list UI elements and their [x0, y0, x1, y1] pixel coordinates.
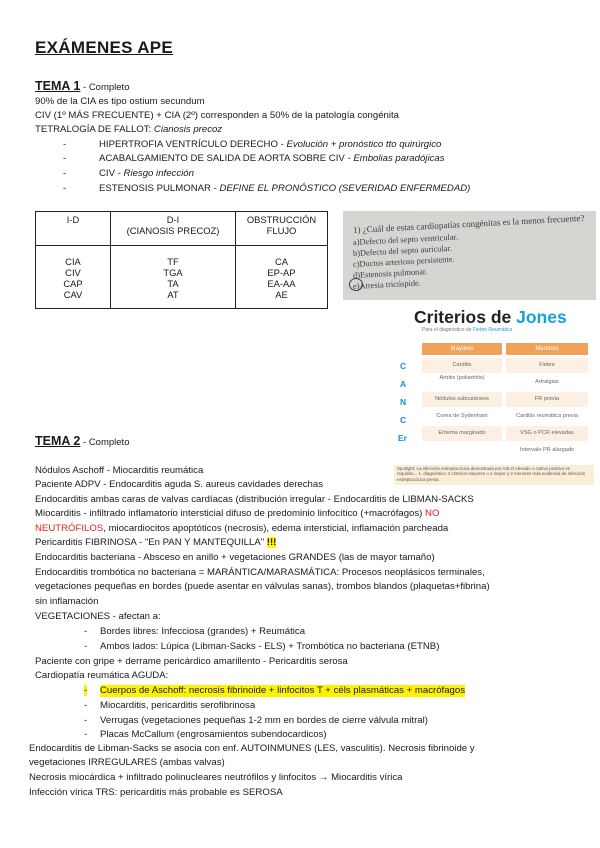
text-line: Endocarditis trombótica no bacteriana = MARÁNTICA/MARASMÁTICA: Procesos neoplásicos terminales,	[35, 567, 485, 578]
bullet-dash: -	[84, 729, 88, 740]
highlight-text: !!!	[266, 537, 277, 548]
bullet-text: CIV -	[99, 168, 124, 179]
jones-title	[414, 307, 567, 328]
bullet-dash: -	[63, 183, 67, 194]
bullet-dash: -	[84, 715, 88, 726]
bullet-item	[63, 153, 445, 165]
jones-subtitle-b: Fiebre Reumática	[472, 327, 513, 333]
jones-letter: C	[400, 415, 407, 425]
jones-minor: VSG o PCR elevadas	[506, 426, 588, 441]
jones-major: Carditis	[422, 358, 502, 373]
bullet-item	[84, 685, 466, 697]
photo-line: 1) ¿Cuál de estas cardiopatías congénitas es la menos frecuente?	[352, 212, 585, 235]
text-line	[35, 124, 222, 136]
jones-letter: N	[400, 397, 407, 407]
bullet-text: Ambos lados: Lúpica (Libman-Sacks - ELS) + Trombótica no bacteriana (ETNB)	[100, 641, 440, 652]
bullet-em: Embolias paradójicas	[353, 153, 445, 164]
bullet-dash: -	[84, 700, 88, 711]
photo-line: a)Defecto del septo ventricular.	[352, 232, 459, 247]
bullet-item	[63, 139, 442, 151]
bullet-text: Bordes libres: Infecciosa (grandes) + Reumática	[100, 626, 306, 637]
bullet-dash: -	[63, 153, 67, 164]
bullet-text: ACABALGAMIENTO DE SALIDA DE AORTA SOBRE CIV -	[99, 153, 354, 164]
jones-minor: Fiebre	[506, 358, 588, 373]
bullet-text: Miocarditis, pericarditis serofibrinosa	[100, 700, 256, 711]
jones-head-minor: Menores	[506, 343, 588, 355]
jones-minor: Carditis reumática previa	[506, 409, 588, 424]
photo-line: e)Atresia tricúspide.	[352, 278, 422, 291]
bullet-item	[63, 183, 471, 195]
bullet-dash: -	[84, 685, 88, 696]
jones-minor: FR previa	[506, 392, 588, 407]
red-text: NO	[425, 508, 440, 519]
bullet-text: Placas McCallum (engrosamientos subendocardicos)	[100, 729, 327, 740]
page-title: EXÁMENES APE	[35, 38, 174, 57]
jones-major: Artritis (poliartritis)	[422, 375, 502, 390]
text-line: Endocarditis bacteriana - Absceso en anillo + vegetaciones GRANDES (las de mayor tamaño)	[35, 552, 435, 563]
bullet-dash: -	[84, 641, 88, 652]
jones-subtitle-a: Para el diagnóstico de	[422, 327, 473, 333]
text-line: vegetaciones IRREGULARES (ambas valvas)	[29, 757, 225, 768]
bullet-item	[84, 700, 256, 712]
table-header: D-I (CIANOSIS PRECOZ)	[111, 212, 236, 246]
tema2-status: - Completo	[80, 437, 130, 448]
red-text: NEUTRÓFILOS	[35, 523, 104, 534]
text-line: Infección vírica TRS: pericarditis más probable es SEROSA	[29, 787, 283, 798]
text-span: Miocarditis - infiltrado inflamatorio intersticial difuso de predominio linfocítico (+macrófagos)	[35, 508, 426, 519]
text-line: sin inflamación	[35, 596, 99, 607]
bullet-dash: -	[63, 139, 67, 150]
text-span: Pericarditis FIBRINOSA - "En PAN Y MANTEQUILLA"	[35, 537, 267, 548]
jones-letter: Er	[398, 433, 407, 443]
jones-minor: Artralgias	[506, 375, 588, 390]
text-line: VEGETACIONES - afectan a:	[35, 611, 161, 622]
answer-circle-icon	[349, 278, 363, 291]
jones-criteria-image	[392, 303, 595, 486]
jones-minor: Intervalo PR alargado	[506, 443, 588, 458]
tema1-status: - Completo	[80, 82, 130, 93]
bullet-dash: -	[63, 168, 67, 179]
jones-head-major: Mayores	[422, 343, 502, 355]
fallot-label: TETRALOGÍA DE FALLOT:	[35, 124, 154, 135]
fallot-em: Cianosis precoz	[153, 124, 223, 135]
tema1-heading	[35, 77, 129, 95]
text-span: , miocardiocitos apoptóticos (necrosis), edema intersticial, inflamación parcheada	[103, 523, 449, 534]
bullet-text: HIPERTROFIA VENTRÍCULO DERECHO -	[99, 139, 287, 150]
text-line: Endocarditis de Libman-Sacks se asocia con enf. AUTOINMUNES (LES, vasculitis). Necrosis fibrinoide y	[29, 743, 475, 754]
text-line: Paciente con gripe + derrame pericárdico amarillento - Pericarditis serosa	[35, 656, 348, 667]
tema2-heading	[35, 432, 129, 450]
jones-major: Corea de Sydenham	[422, 409, 502, 424]
table-cell: CA EP-AP EA-AA AE	[236, 246, 328, 309]
text-line: vegetaciones pequeñas en bordes (puede asentar en válvulas sanas), trombos blandos (plaquetas+fibrina)	[35, 581, 490, 592]
jones-title-a: Criterios de	[414, 307, 517, 327]
text-line: Endocarditis ambas caras de valvas cardíacas (distribución irregular - Endocarditis de LIBMAN-SACKS	[35, 494, 474, 505]
jones-footnote: Spotlight: La infección estreptocócica demostrada por ASLO elevado o cultivo positivo es requisito... 1. diagnóstico: 2 criterios mayores o 1 mayor y 2 menores más evidencia de infección estreptocócica previa.	[394, 465, 594, 485]
jones-title-b: Jones	[516, 307, 567, 327]
bullet-em: Evolución + pronóstico tto quirúrgico	[286, 139, 442, 150]
photo-line: d)Estenosis pulmonar.	[352, 267, 428, 280]
tema1-label: TEMA 1	[35, 79, 81, 93]
highlight-text: Cuerpos de Aschoff: necrosis fibrinoide + linfocitos T + céls plasmáticas + macrófagos	[100, 685, 466, 696]
text-line	[35, 537, 276, 549]
bullet-em: DEFINE EL PRONÓSTICO (SEVERIDAD ENFERMEDAD)	[219, 183, 471, 194]
text-line: Nódulos Aschoff - Miocarditis reumática	[35, 465, 204, 476]
table-cell: CIA CIV CAP CAV	[36, 246, 111, 309]
bullet-item	[84, 626, 306, 638]
cardiopathy-table	[35, 211, 328, 309]
text-line: Necrosis miocárdica + infiltrado polinucleares neutrófilos y linfocitos → Miocarditis vírica	[29, 772, 403, 783]
bullet-item	[63, 168, 194, 180]
bullet-dash: -	[84, 626, 88, 637]
table-header: I-D	[36, 212, 111, 246]
bullet-item	[84, 729, 327, 741]
jones-letter: C	[400, 361, 407, 371]
bullet-text: Verrugas (vegetaciones pequeñas 1-2 mm en bordes de cierre válvula mitral)	[100, 715, 428, 726]
text-line	[35, 508, 439, 520]
table-cell: TF TGA TA AT	[111, 246, 236, 309]
text-line	[35, 523, 448, 535]
bullet-text: ESTENOSIS PULMONAR -	[99, 183, 220, 194]
tema2-label: TEMA 2	[35, 434, 81, 448]
photo-line: b)Defecto del septo auricular.	[352, 243, 453, 258]
jones-major: Eritema marginado	[422, 426, 502, 441]
jones-major: Nódulos subcutáneos	[422, 392, 502, 407]
photo-line: c)Ductus arterioso persistente.	[352, 254, 455, 269]
jones-letter: A	[400, 379, 407, 389]
bullet-item	[84, 715, 428, 727]
text-line: CIV (1º MÁS FRECUENTE) + CIA (2º) corresponden a 50% de la patología congénita	[35, 110, 400, 121]
bullet-em: Riesgo infección	[123, 168, 194, 179]
text-line: Cardiopatía reumática AGUDA:	[35, 670, 169, 681]
bullet-item	[84, 641, 440, 653]
text-line: Paciente ADPV - Endocarditis aguda S. aureus cavidades derechas	[35, 479, 323, 490]
table-header: OBSTRUCCIÓN FLUJO	[236, 212, 328, 246]
jones-subtitle	[422, 327, 512, 333]
text-line: 90% de la CIA es tipo ostium secundum	[35, 96, 205, 107]
exam-question-photo	[343, 211, 596, 300]
